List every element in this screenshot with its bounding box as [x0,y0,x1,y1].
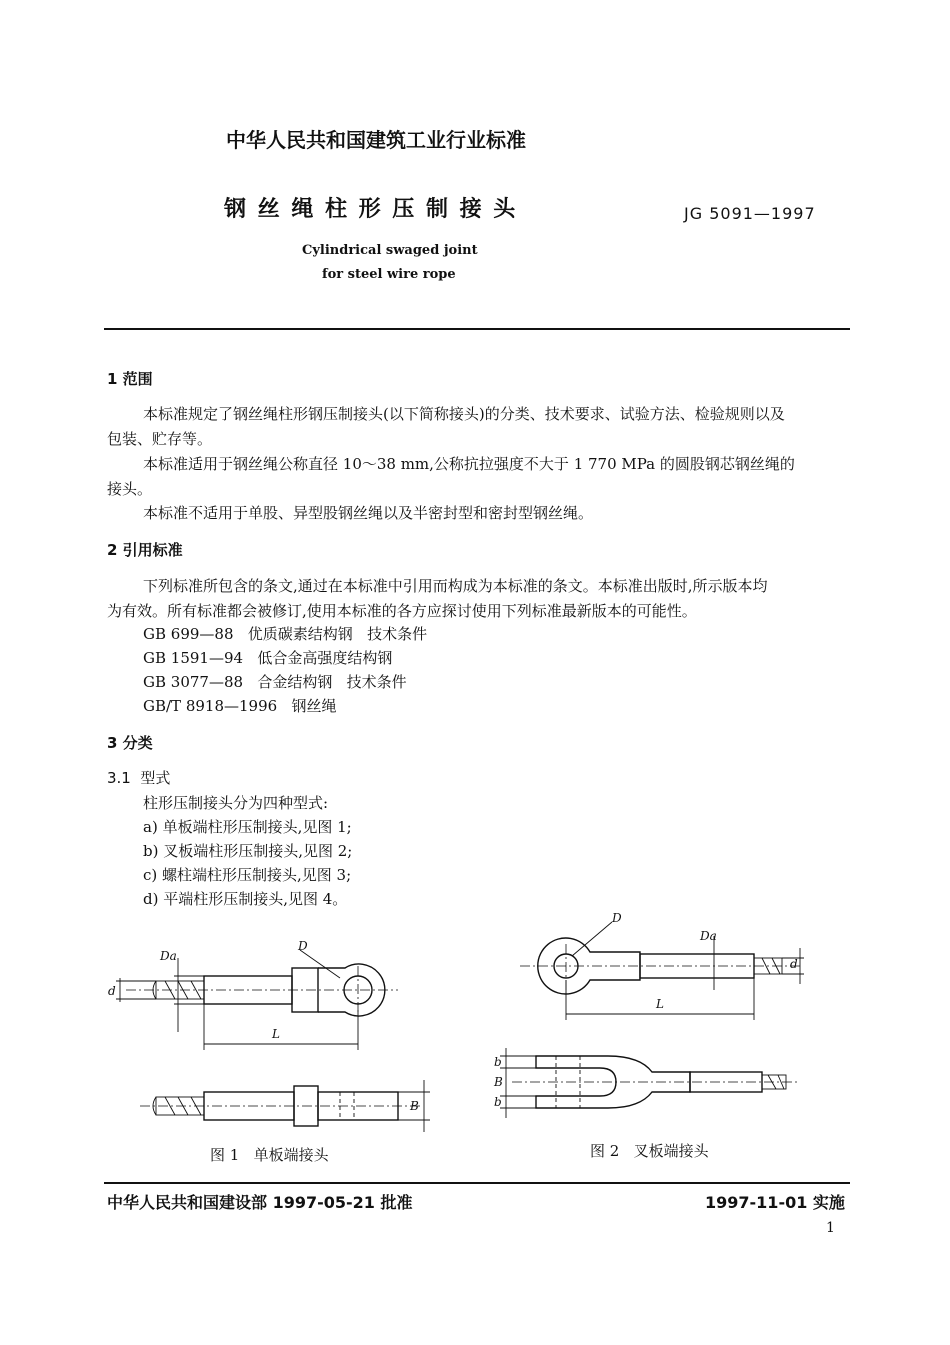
type-list-item: a) 单板端柱形压制接头,见图 1; [143,818,352,836]
section-3-heading: 3 分类 [107,734,153,752]
dim-label-L: L [272,1027,280,1041]
page-number: 1 [826,1220,835,1236]
figure-2-caption: 图 2 叉板端接头 [590,1142,709,1160]
figure-1-caption: 图 1 单板端接头 [210,1146,329,1164]
paragraph: 下列标准所包含的条文,通过在本标准中引用而构成为本标准的条文。本标准出版时,所示版本均 [143,577,768,595]
reference-standard: GB 699—88 优质碳素结构钢 技术条件 [143,625,428,643]
dim-label-B: B [410,1099,419,1113]
approval-statement: 中华人民共和国建设部 1997-05-21 批准 [107,1193,413,1212]
standard-number: JG 5091—1997 [684,204,816,223]
paragraph: 包装、贮存等。 [107,430,213,448]
type-list-item: c) 螺柱端柱形压制接头,见图 3; [143,866,352,884]
paragraph: 本标准适用于钢丝绳公称直径 10～38 mm,公称抗拉强度不大于 1 770 MPa 的圆股钢芯钢丝绳的 [143,455,795,473]
reference-standard: GB 1591—94 低合金高强度结构钢 [143,649,393,667]
dim-label-L: L [656,997,664,1011]
dim-label-Da: Da [700,929,717,943]
type-list-item: b) 叉板端柱形压制接头,见图 2; [143,842,353,860]
section-2-heading: 2 引用标准 [107,541,183,559]
type-list-item: d) 平端柱形压制接头,见图 4。 [143,890,348,908]
implementation-date: 1997-11-01 实施 [705,1193,845,1212]
dim-label-B: B [494,1075,503,1089]
footer-divider [104,1182,850,1184]
document-title-en-line1: Cylindrical swaged joint [302,243,478,258]
reference-standard: GB/T 8918—1996 钢丝绳 [143,697,337,715]
dim-label-D: D [612,911,622,925]
paragraph: 本标准规定了钢丝绳柱形钢压制接头(以下简称接头)的分类、技术要求、试验方法、检验规则以及 [143,405,785,423]
section-1-heading: 1 范围 [107,370,153,388]
reference-standard: GB 3077—88 合金结构钢 技术条件 [143,673,407,691]
paragraph: 接头。 [107,480,153,498]
paragraph: 本标准不适用于单股、异型股钢丝绳以及半密封型和密封型钢丝绳。 [143,504,594,522]
issuing-authority-title: 中华人民共和国建筑工业行业标准 [226,128,526,152]
document-title-en-line2: for steel wire rope [322,267,456,282]
dim-label-b: b [494,1055,502,1069]
dim-label-D: D [298,939,308,953]
dim-label-Da: Da [160,949,177,963]
subsection-3-1-heading: 3.1 型式 [107,769,171,787]
dim-label-b: b [494,1095,502,1109]
dim-label-d: d [108,984,116,998]
dim-label-d: d [790,957,798,971]
paragraph: 为有效。所有标准都会被修订,使用本标准的各方应探讨使用下列标准最新版本的可能性。 [107,602,697,620]
document-title-cn: 钢 丝 绳 柱 形 压 制 接 头 [224,197,518,222]
paragraph: 柱形压制接头分为四种型式: [143,794,329,812]
